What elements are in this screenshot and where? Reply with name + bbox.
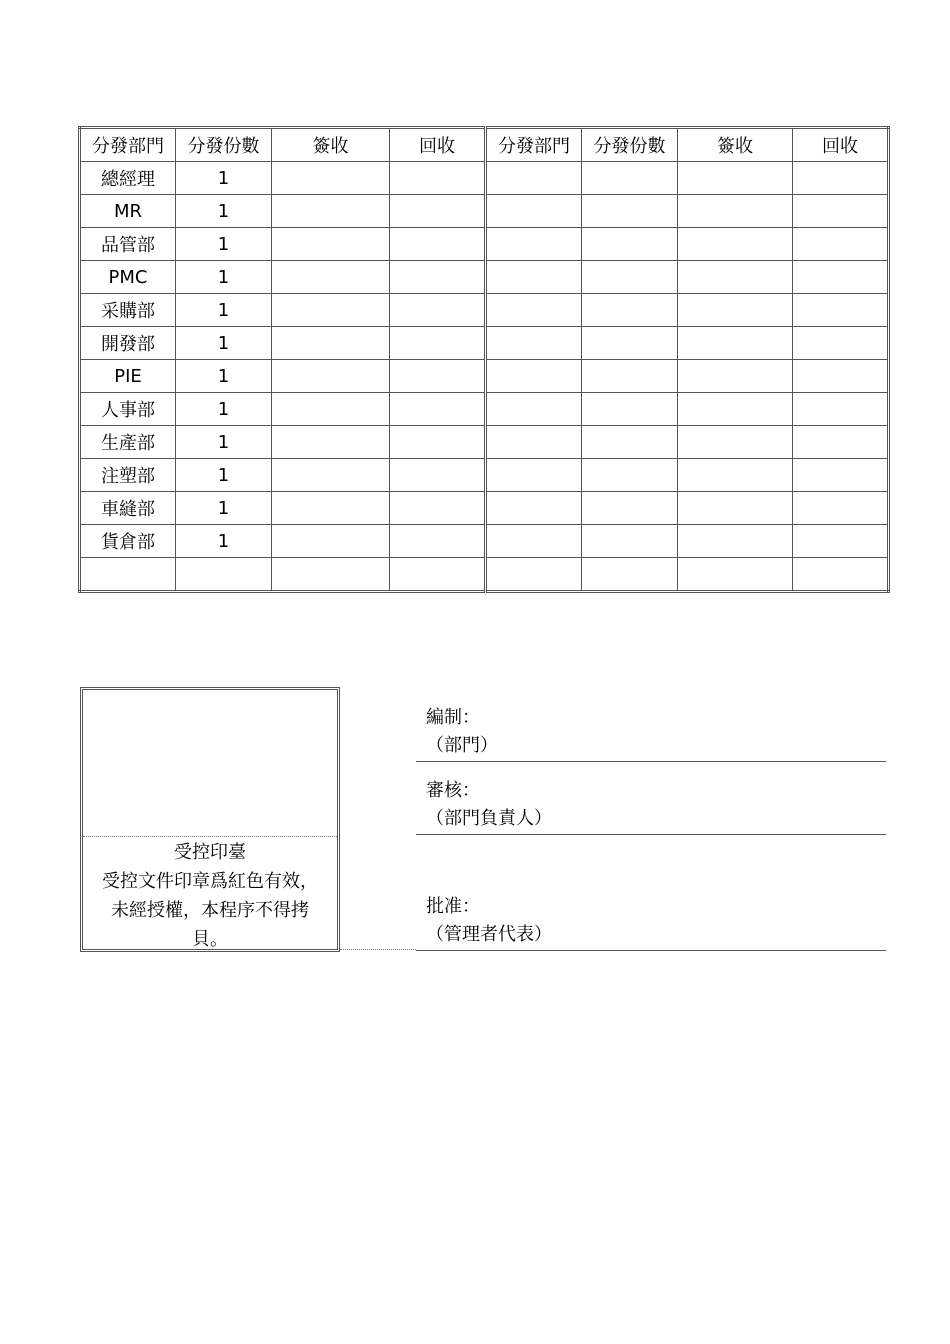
copies-cell[interactable] <box>582 426 678 459</box>
return-cell[interactable] <box>793 426 889 459</box>
dept-cell[interactable] <box>486 558 582 592</box>
table-row <box>80 459 889 492</box>
copies-cell: 1 <box>176 393 272 426</box>
header-dept-left: 分發部門 <box>80 128 176 162</box>
header-dept-right: 分發部門 <box>486 128 582 162</box>
sign-cell[interactable] <box>272 558 390 592</box>
dept-cell: 采購部 <box>80 294 176 327</box>
return-cell[interactable] <box>390 195 486 228</box>
table-row <box>80 228 889 261</box>
sign-cell[interactable] <box>678 393 793 426</box>
dept-cell: PMC <box>80 261 176 294</box>
return-cell[interactable] <box>390 393 486 426</box>
return-cell[interactable] <box>390 426 486 459</box>
return-cell[interactable] <box>390 492 486 525</box>
return-cell[interactable] <box>390 327 486 360</box>
sign-cell[interactable] <box>272 393 390 426</box>
copies-cell: 1 <box>176 228 272 261</box>
return-cell[interactable] <box>390 162 486 195</box>
copies-cell[interactable] <box>176 558 272 592</box>
stamp-notice <box>89 838 331 954</box>
reviewed-label: 審核： <box>426 780 480 801</box>
prepared-by-block <box>416 700 886 762</box>
copies-cell: 1 <box>176 360 272 393</box>
dept-cell[interactable] <box>486 525 582 558</box>
approved-by-block <box>416 834 886 951</box>
sign-cell[interactable] <box>678 459 793 492</box>
return-cell[interactable] <box>793 228 889 261</box>
return-cell[interactable] <box>390 294 486 327</box>
dept-cell[interactable] <box>486 228 582 261</box>
sign-cell[interactable] <box>272 360 390 393</box>
sign-cell[interactable] <box>678 261 793 294</box>
return-cell[interactable] <box>793 162 889 195</box>
sign-cell[interactable] <box>272 525 390 558</box>
table-row <box>80 195 889 228</box>
dept-cell[interactable] <box>486 195 582 228</box>
copies-cell[interactable] <box>582 228 678 261</box>
return-cell[interactable] <box>390 525 486 558</box>
dept-cell: 注塑部 <box>80 459 176 492</box>
dept-cell[interactable] <box>486 426 582 459</box>
sign-cell[interactable] <box>678 195 793 228</box>
return-cell[interactable] <box>793 459 889 492</box>
dept-cell: 開發部 <box>80 327 176 360</box>
dept-cell[interactable] <box>486 459 582 492</box>
stamp-notice-line: 受控文件印章爲紅色有效， <box>102 871 318 892</box>
reviewed-sub: （部門負責人） <box>426 808 552 829</box>
return-cell[interactable] <box>390 360 486 393</box>
return-cell[interactable] <box>793 525 889 558</box>
return-cell[interactable] <box>793 492 889 525</box>
dept-cell: 生產部 <box>80 426 176 459</box>
table-row <box>80 327 889 360</box>
sign-cell[interactable] <box>272 294 390 327</box>
header-copies-left: 分發份數 <box>176 128 272 162</box>
header-copies-right: 分發份數 <box>582 128 678 162</box>
copies-cell: 1 <box>176 327 272 360</box>
copies-cell[interactable] <box>582 393 678 426</box>
return-cell[interactable] <box>390 459 486 492</box>
sign-cell[interactable] <box>678 228 793 261</box>
dept-cell[interactable] <box>486 327 582 360</box>
copies-cell[interactable] <box>582 360 678 393</box>
sign-cell[interactable] <box>272 492 390 525</box>
copies-cell: 1 <box>176 195 272 228</box>
copies-cell[interactable] <box>582 492 678 525</box>
dept-cell: 人事部 <box>80 393 176 426</box>
dept-cell: PIE <box>80 360 176 393</box>
sign-cell[interactable] <box>272 195 390 228</box>
approved-sub: （管理者代表） <box>426 924 552 945</box>
copies-cell[interactable] <box>582 261 678 294</box>
copies-cell: 1 <box>176 525 272 558</box>
copies-cell: 1 <box>176 426 272 459</box>
table-row <box>80 492 889 525</box>
sign-cell[interactable] <box>678 558 793 592</box>
stamp-area <box>83 690 337 837</box>
dept-cell: 總經理 <box>80 162 176 195</box>
table-row <box>80 261 889 294</box>
copies-cell: 1 <box>176 492 272 525</box>
sign-cell[interactable] <box>272 162 390 195</box>
dept-cell[interactable] <box>486 492 582 525</box>
sign-cell[interactable] <box>678 426 793 459</box>
table-row <box>80 525 889 558</box>
return-cell[interactable] <box>793 294 889 327</box>
sign-cell[interactable] <box>678 294 793 327</box>
approved-label: 批准： <box>426 896 480 917</box>
copies-cell: 1 <box>176 162 272 195</box>
copies-cell[interactable] <box>582 294 678 327</box>
copies-cell[interactable] <box>582 162 678 195</box>
table-row <box>80 360 889 393</box>
table-row <box>80 558 889 592</box>
prepared-label: 編制： <box>426 707 480 728</box>
sign-cell[interactable] <box>272 426 390 459</box>
stamp-notice-line: 貝。 <box>192 929 228 950</box>
controlled-stamp-box <box>80 687 340 952</box>
header-sign-right: 簽收 <box>678 128 793 162</box>
header-sign-left: 簽收 <box>272 128 390 162</box>
copies-cell[interactable] <box>582 327 678 360</box>
prepared-sub: （部門） <box>426 735 498 756</box>
table-header-row <box>80 128 889 162</box>
return-cell[interactable] <box>793 261 889 294</box>
dept-cell[interactable] <box>486 393 582 426</box>
return-cell[interactable] <box>390 261 486 294</box>
sign-cell[interactable] <box>678 162 793 195</box>
dept-cell[interactable] <box>486 162 582 195</box>
copies-cell[interactable] <box>582 195 678 228</box>
sign-cell[interactable] <box>678 327 793 360</box>
table-row <box>80 294 889 327</box>
dept-cell[interactable] <box>80 558 176 592</box>
sign-cell[interactable] <box>678 492 793 525</box>
dept-cell[interactable] <box>486 261 582 294</box>
return-cell[interactable] <box>793 393 889 426</box>
dept-cell[interactable] <box>486 360 582 393</box>
return-cell[interactable] <box>793 360 889 393</box>
dotted-divider <box>340 949 416 950</box>
return-cell[interactable] <box>390 228 486 261</box>
dept-cell: 貨倉部 <box>80 525 176 558</box>
copies-cell[interactable] <box>582 558 678 592</box>
dept-cell: 品管部 <box>80 228 176 261</box>
sign-cell[interactable] <box>678 525 793 558</box>
copies-cell: 1 <box>176 459 272 492</box>
reviewed-by-block <box>416 761 886 835</box>
sign-cell[interactable] <box>272 261 390 294</box>
stamp-notice-line: 未經授權，本程序不得拷 <box>111 900 309 921</box>
copies-cell[interactable] <box>582 525 678 558</box>
sign-cell[interactable] <box>678 360 793 393</box>
return-cell[interactable] <box>390 558 486 592</box>
table-row <box>80 426 889 459</box>
sign-cell[interactable] <box>272 459 390 492</box>
return-cell[interactable] <box>793 327 889 360</box>
dept-cell: MR <box>80 195 176 228</box>
dept-cell[interactable] <box>486 294 582 327</box>
sign-cell[interactable] <box>272 327 390 360</box>
copies-cell[interactable] <box>582 459 678 492</box>
stamp-title: 受控印臺 <box>174 842 246 863</box>
distribution-table <box>78 126 890 593</box>
copies-cell: 1 <box>176 294 272 327</box>
return-cell[interactable] <box>793 195 889 228</box>
table-row <box>80 162 889 195</box>
copies-cell: 1 <box>176 261 272 294</box>
return-cell[interactable] <box>793 558 889 592</box>
dept-cell: 車縫部 <box>80 492 176 525</box>
header-return-left: 回收 <box>390 128 486 162</box>
sign-cell[interactable] <box>272 228 390 261</box>
table-row <box>80 393 889 426</box>
header-return-right: 回收 <box>793 128 889 162</box>
